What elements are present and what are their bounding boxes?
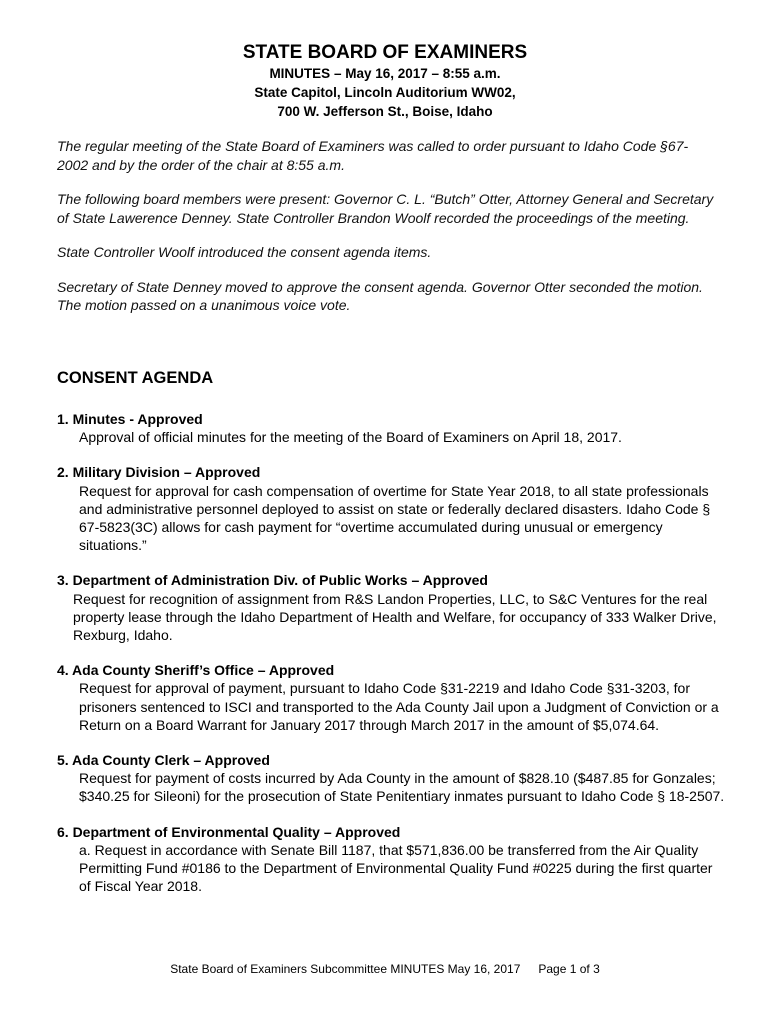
intro-section [57, 137, 717, 331]
agenda-item-body: Request for approval of payment, pursuant to Idaho Code §31-2219 and Idaho Code §31-3203, for prisoners sentenced to ISCI and transported to the Ada County Jail upon a Judgment of Conviction or a Return on a Board Warrant for January 2017 through March 2017 in the amount of $5,074.64. [79, 680, 719, 733]
agenda-item-military-division [57, 463, 727, 554]
consent-agenda-heading: CONSENT AGENDA [57, 369, 214, 387]
agenda-item-title: 1. Minutes - Approved [57, 411, 203, 427]
agenda-item-title: 4. Ada County Sheriff’s Office – Approved [57, 662, 335, 679]
agenda-item-body: Request for recognition of assignment from R&S Landon Properties, LLC, to S&C Ventures for the real property lease through the Idaho Department of Health and Welfare, for occupancy of 333 Walker Drive, Rexburg, Idaho. [73, 590, 717, 644]
agenda-item-body: a. Request in accordance with Senate Bill 1187, that $571,836.00 be transferred from the Air Quality Permitting Fund #0186 to the Department of Environmental Quality Fund #0225 during the first quarter of Fiscal Year 2018. [79, 841, 713, 895]
intro-paragraph-members-present: The following board members were present: Governor C. L. “Butch” Otter, Attorney General and Secretary of State Lawerence Denney. State Controller Brandon Woolf recorded the proceedings of the meeting. [57, 191, 714, 226]
document-title: STATE BOARD OF EXAMINERS [242, 42, 528, 63]
page-footer [0, 962, 770, 976]
agenda-item-title: 6. Department of Environmental Quality – Approved [57, 823, 401, 840]
agenda-item-body: Request for payment of costs incurred by Ada County in the amount of $828.10 ($487.85 for Gonzales; $340.25 for Sileoni) for the prosecution of State Penitentiary inmates pursuant to Idaho Code § 18-2507. [79, 770, 725, 805]
document-header [0, 42, 770, 121]
intro-paragraph-consent-intro: State Controller Woolf introduced the consent agenda items. [57, 244, 432, 260]
agenda-item-environmental-quality [57, 823, 727, 896]
intro-paragraph-motion: Secretary of State Denney moved to approve the consent agenda. Governor Otter seconded the motion. The motion passed on a unanimous voice vote. [57, 278, 703, 313]
meeting-date-line: MINUTES – May 16, 2017 – 8:55 a.m. [269, 66, 501, 81]
intro-paragraph-call-to-order: The regular meeting of the State Board of Examiners was called to order pursuant to Idaho Code §67-2002 and by the order of the chair at 8:55 a.m. [57, 138, 689, 173]
agenda-item-title: 2. Military Division – Approved [57, 464, 261, 481]
page-number: Page 1 of 3 [538, 962, 600, 976]
footer-text: State Board of Examiners Subcommittee MINUTES May 16, 2017 [170, 962, 521, 976]
agenda-item-body: Approval of official minutes for the meeting of the Board of Examiners on April 18, 2017. [79, 429, 622, 446]
meeting-location-line: State Capitol, Lincoln Auditorium WW02, [254, 85, 516, 100]
agenda-item-body: Request for approval for cash compensation of overtime for State Year 2018, to all state professionals and administrative personnel deployed to assist on state or federally declared disasters. Idaho Code § 67-5823(3C) allows for cash payment for “overtime accumulated during unusual or emergency situations.” [79, 482, 711, 554]
agenda-item-title: 3. Department of Administration Div. of Public Works – Approved [57, 572, 488, 589]
agenda-item-public-works [57, 571, 727, 644]
meeting-address-line: 700 W. Jefferson St., Boise, Idaho [277, 104, 493, 119]
agenda-item-ada-sheriff [57, 661, 727, 734]
agenda-item-ada-clerk [57, 751, 727, 806]
agenda-item-minutes [57, 410, 727, 446]
consent-agenda-list [57, 410, 727, 912]
agenda-item-title: 5. Ada County Clerk – Approved [57, 752, 270, 769]
